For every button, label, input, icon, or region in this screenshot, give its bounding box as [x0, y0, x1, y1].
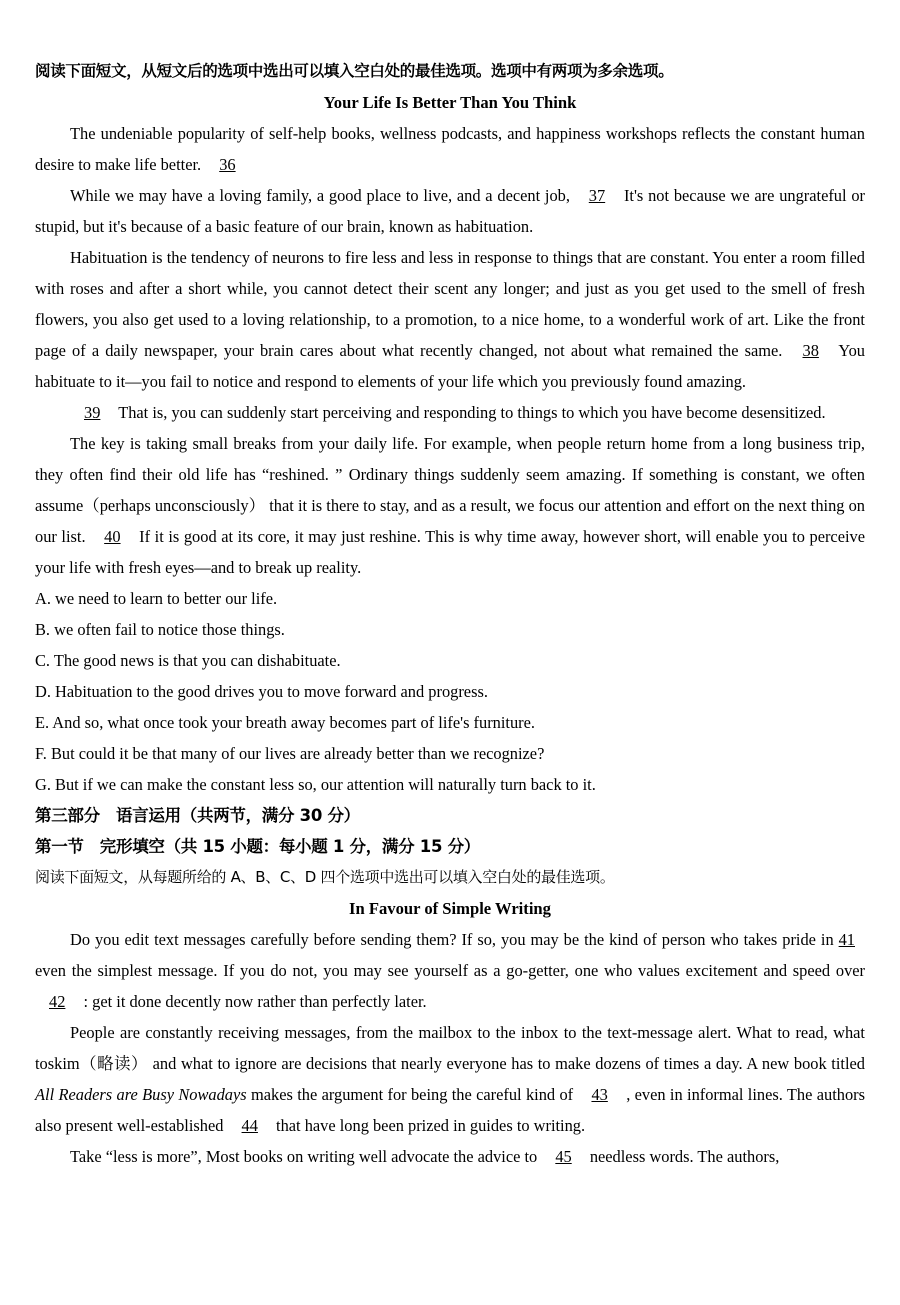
option-item: A. we need to learn to better our life.: [35, 589, 278, 608]
answer-blank: 44: [241, 1116, 258, 1135]
instructions-cloze: 阅读下面短文，从每题所给的 A、B、C、D 四个选项中选出可以填入空白处的最佳选项。: [35, 868, 615, 886]
option-item: E. And so, what once took your breath away becomes part of life's furniture.: [35, 713, 535, 732]
passage-body: [35, 924, 865, 1172]
text: That is, you can suddenly start perceiving and responding to things to which you have become desensitized.: [114, 403, 826, 422]
paragraph: [35, 118, 865, 180]
answer-blank: 42: [49, 992, 66, 1011]
paragraph: [35, 1141, 865, 1172]
answer-blank: 39: [84, 403, 101, 422]
text: : get it done decently now rather than perfectly later.: [79, 992, 427, 1011]
document-page: [35, 56, 865, 1172]
answer-blank: 41: [838, 930, 855, 949]
option-item: G. But if we can make the constant less so, our attention will naturally turn back to it.: [35, 775, 596, 794]
option-item: F. But could it be that many of our lives are already better than we recognize?: [35, 744, 545, 763]
answer-blank: 37: [588, 186, 606, 205]
passage-title: Your Life Is Better Than You Think: [323, 93, 577, 112]
text: You habituate to it—you fail to notice and respond to elements of your life which you previously found amazing.: [35, 341, 865, 391]
answer-blank: 36: [219, 155, 236, 174]
text: While we may have a loving family, a good place to live, and a decent job,: [70, 186, 575, 205]
passage-body: [35, 118, 865, 583]
text: Do you edit text messages carefully before sending them? If so, you may be the kind of person who takes pride in: [70, 930, 839, 949]
option-item: D. Habituation to the good drives you to move forward and progress.: [35, 682, 488, 701]
paragraph: [35, 1017, 865, 1141]
text: Take “less is more”, Most books on writing well advocate the advice to: [70, 1147, 542, 1166]
text: , even in informal lines. The authors also present well-established: [35, 1085, 866, 1135]
section-heading: 第三部分 语言运用（共两节，满分 30 分）: [35, 806, 360, 825]
instructions-reading: 阅读下面短文，从短文后的选项中选出可以填入空白处的最佳选项。选项中有两项为多余选项。: [35, 62, 674, 80]
paragraph: [35, 180, 865, 242]
paragraph: [35, 397, 865, 428]
text: People are constantly receiving messages, from the mailbox to the inbox to the text-message alert. What to read, what toskim（略读） and what to ignore are decisions that nearly everyone has to make dozens of times a day. A new book titled: [35, 1023, 865, 1073]
paragraph: [35, 428, 865, 583]
book-title: All Readers are Busy Nowadays: [35, 1085, 247, 1104]
text: It's not because we are ungrateful or stupid, but it's because of a basic feature of our brain, known as habituation.: [35, 186, 865, 236]
answer-blank: 43: [591, 1085, 608, 1104]
text: that have long been prized in guides to writing.: [271, 1116, 586, 1135]
option-item: B. we often fail to notice those things.: [35, 620, 285, 639]
text: makes the argument for being the careful kind of: [246, 1085, 578, 1104]
text: even the simplest message. If you do not, you may see yourself as a go-getter, one who values excitement and speed over: [35, 961, 865, 980]
text: If it is good at its core, it may just reshine. This is why time away, however short, will enable you to perceive your life with fresh eyes—and to break up reality.: [35, 527, 866, 577]
text: Habituation is the tendency of neurons to fire less and less in response to things that are constant. You enter a room filled with roses and after a short while, you cannot detect their scent any longer; and just as you get used to the smell of fresh flowers, you also get used to a loving relationship, to a promotion, to a nice home, to a wonderful work of art. Like the front page of a daily newspaper, your brain cares about what recently changed, not about what remained the same.: [35, 248, 865, 360]
passage-title: In Favour of Simple Writing: [349, 899, 551, 918]
options-list: [35, 583, 865, 800]
subsection-heading: 第一节 完形填空（共 15 小题：每小题 1 分，满分 15 分）: [35, 837, 480, 856]
option-item: C. The good news is that you can dishabituate.: [35, 651, 341, 670]
text: The undeniable popularity of self-help books, wellness podcasts, and happiness workshops reflects the constant human desire to make life better.: [35, 124, 865, 174]
text: The key is taking small breaks from your daily life. For example, when people return home from a long business trip, they often find their old life has “reshined. ” Ordinary things suddenly seem amazing. If something is constant, we often assume（perhaps unconsciously） that it is there to stay, and as a result, we focus our attention and effort on the next thing on our list.: [35, 434, 865, 546]
paragraph: [35, 924, 865, 1017]
paragraph: [35, 242, 865, 397]
answer-blank: 45: [555, 1147, 572, 1166]
answer-blank: 40: [104, 527, 121, 546]
answer-blank: 38: [802, 341, 819, 360]
text: needless words. The authors,: [585, 1147, 780, 1166]
